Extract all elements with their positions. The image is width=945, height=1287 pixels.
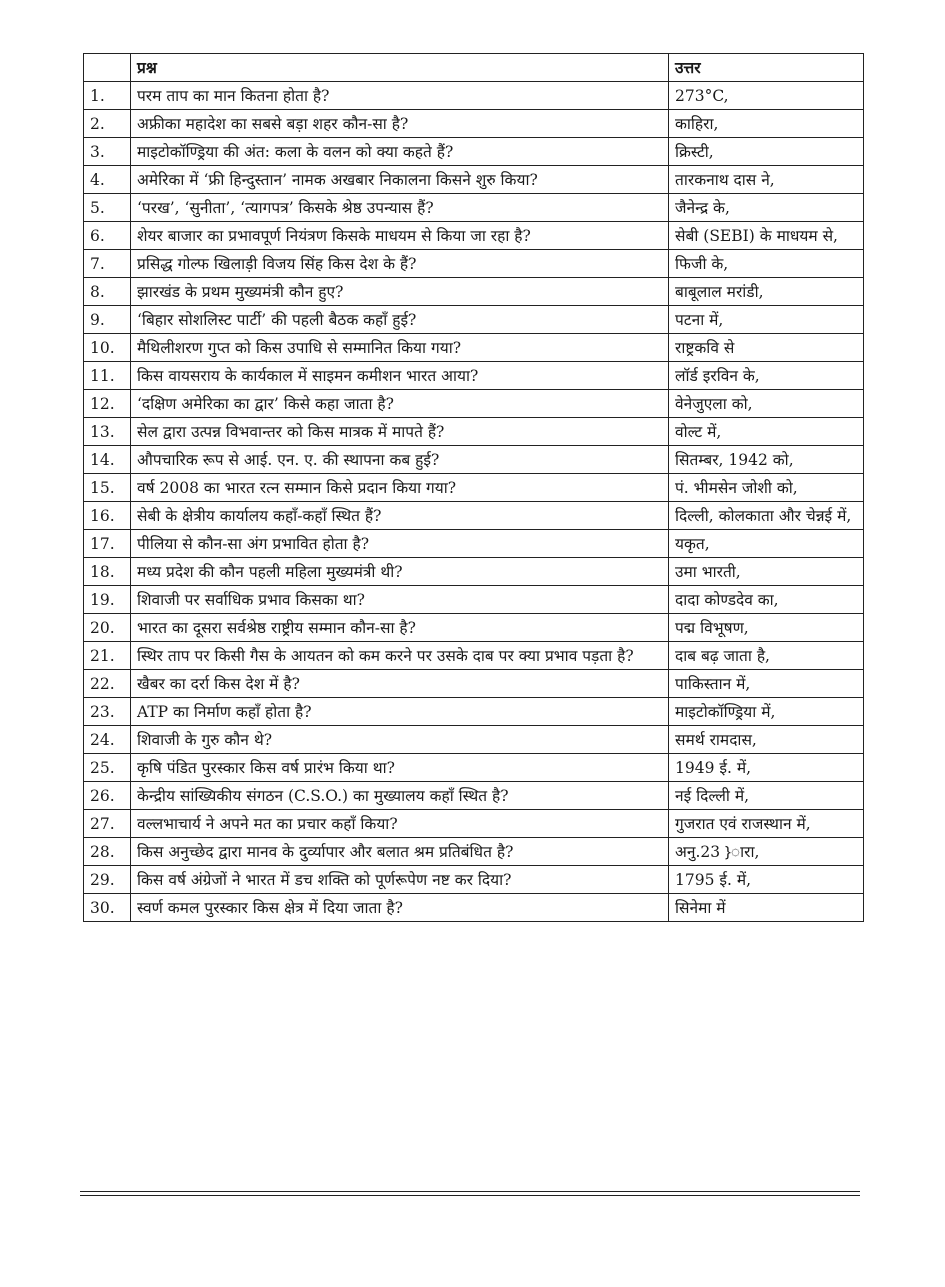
question-text: ATP का निर्माण कहाँ होता है? xyxy=(131,698,669,726)
table-row xyxy=(84,530,864,558)
qa-table xyxy=(83,53,864,922)
table-row xyxy=(84,586,864,614)
answer-text: तारकनाथ दास ने, xyxy=(669,166,864,194)
question-text: ‘बिहार सोशलिस्ट पार्टी’ की पहली बैठक कहाँ हुई? xyxy=(131,306,669,334)
table-row xyxy=(84,194,864,222)
answer-text: फिजी के, xyxy=(669,250,864,278)
question-number: 5. xyxy=(84,194,131,222)
table-row xyxy=(84,446,864,474)
question-number: 11. xyxy=(84,362,131,390)
question-text: केन्द्रीय सांख्यिकीय संगठन (C.S.O.) का मुख्यालय कहाँ स्थित है? xyxy=(131,782,669,810)
question-number: 24. xyxy=(84,726,131,754)
answer-text: दिल्ली, कोलकाता और चेन्नई में, xyxy=(669,502,864,530)
table-row xyxy=(84,754,864,782)
table-row xyxy=(84,82,864,110)
table-row xyxy=(84,166,864,194)
question-number: 20. xyxy=(84,614,131,642)
question-text: कृषि पंडित पुरस्कार किस वर्ष प्रारंभ किया था? xyxy=(131,754,669,782)
question-text: माइटोकॉण्ड्रिया की अंत: कला के वलन को क्या कहते हैं? xyxy=(131,138,669,166)
answer-text: गुजरात एवं राजस्थान में, xyxy=(669,810,864,838)
question-number: 7. xyxy=(84,250,131,278)
question-number: 8. xyxy=(84,278,131,306)
question-number: 6. xyxy=(84,222,131,250)
answer-text: पद्म विभूषण, xyxy=(669,614,864,642)
table-row xyxy=(84,670,864,698)
question-text: सेबी के क्षेत्रीय कार्यालय कहाँ-कहाँ स्थित हैं? xyxy=(131,502,669,530)
table-row xyxy=(84,418,864,446)
answer-text: यकृत, xyxy=(669,530,864,558)
question-number: 27. xyxy=(84,810,131,838)
question-number: 1. xyxy=(84,82,131,110)
table-row xyxy=(84,138,864,166)
answer-text: बाबूलाल मरांडी, xyxy=(669,278,864,306)
question-text: ‘दक्षिण अमेरिका का द्वार’ किसे कहा जाता है? xyxy=(131,390,669,418)
question-number: 22. xyxy=(84,670,131,698)
answer-text: सितम्बर, 1942 को, xyxy=(669,446,864,474)
question-number: 23. xyxy=(84,698,131,726)
answer-text: दादा कोण्डदेव का, xyxy=(669,586,864,614)
table-row xyxy=(84,558,864,586)
answer-text: पटना में, xyxy=(669,306,864,334)
table-row xyxy=(84,894,864,922)
answer-text: राष्ट्रकवि से xyxy=(669,334,864,362)
footer-rule-bottom xyxy=(80,1195,860,1196)
question-text: वर्ष 2008 का भारत रत्न सम्मान किसे प्रदान किया गया? xyxy=(131,474,669,502)
question-text: प्रसिद्ध गोल्फ खिलाड़ी विजय सिंह किस देश के हैं? xyxy=(131,250,669,278)
question-text: शिवाजी पर सर्वाधिक प्रभाव किसका था? xyxy=(131,586,669,614)
question-text: किस अनुच्छेद द्वारा मानव के दुर्व्यापार और बलात श्रम प्रतिबंधित है? xyxy=(131,838,669,866)
table-row xyxy=(84,474,864,502)
answer-text: उमा भारती, xyxy=(669,558,864,586)
question-text: परम ताप का मान कितना होता है? xyxy=(131,82,669,110)
answer-text: काहिरा, xyxy=(669,110,864,138)
question-number: 29. xyxy=(84,866,131,894)
question-number: 12. xyxy=(84,390,131,418)
question-text: अमेरिका में ‘फ्री हिन्दुस्तान’ नामक अखबार निकालना किसने शुरु किया? xyxy=(131,166,669,194)
question-text: स्थिर ताप पर किसी गैस के आयतन को कम करने पर उसके दाब पर क्या प्रभाव पड़ता है? xyxy=(131,642,669,670)
question-text: वल्लभाचार्य ने अपने मत का प्रचार कहाँ किया? xyxy=(131,810,669,838)
question-number: 2. xyxy=(84,110,131,138)
column-header-number xyxy=(84,54,131,82)
answer-text: नई दिल्ली में, xyxy=(669,782,864,810)
question-number: 16. xyxy=(84,502,131,530)
question-number: 21. xyxy=(84,642,131,670)
answer-text: लॉर्ड इरविन के, xyxy=(669,362,864,390)
table-row xyxy=(84,810,864,838)
answer-text: 273°C, xyxy=(669,82,864,110)
answer-text: पाकिस्तान में, xyxy=(669,670,864,698)
question-text: भारत का दूसरा सर्वश्रेष्ठ राष्ट्रीय सम्मान कौन-सा है? xyxy=(131,614,669,642)
question-number: 28. xyxy=(84,838,131,866)
question-text: खैबर का दर्रा किस देश में है? xyxy=(131,670,669,698)
table-row xyxy=(84,614,864,642)
table-row xyxy=(84,278,864,306)
question-number: 25. xyxy=(84,754,131,782)
answer-text: वेनेजुएला को, xyxy=(669,390,864,418)
table-row xyxy=(84,222,864,250)
question-number: 10. xyxy=(84,334,131,362)
qa-table-body xyxy=(84,82,864,922)
question-text: मैथिलीशरण गुप्त को किस उपाधि से सम्मानित किया गया? xyxy=(131,334,669,362)
question-text: अफ्रीका महादेश का सबसे बड़ा शहर कौन-सा है? xyxy=(131,110,669,138)
answer-text: अनु.23 }ारा, xyxy=(669,838,864,866)
table-row xyxy=(84,306,864,334)
table-row xyxy=(84,334,864,362)
question-text: औपचारिक रूप से आई. एन. ए. की स्थापना कब हुई? xyxy=(131,446,669,474)
answer-text: पं. भीमसेन जोशी को, xyxy=(669,474,864,502)
answer-text: सिनेमा में xyxy=(669,894,864,922)
question-text: स्वर्ण कमल पुरस्कार किस क्षेत्र में दिया जाता है? xyxy=(131,894,669,922)
question-number: 19. xyxy=(84,586,131,614)
question-number: 3. xyxy=(84,138,131,166)
table-row xyxy=(84,110,864,138)
table-row xyxy=(84,362,864,390)
question-number: 13. xyxy=(84,418,131,446)
question-text: ‘परख’, ‘सुनीता’, ‘त्यागपत्र’ किसके श्रेष्ठ उपन्यास हैं? xyxy=(131,194,669,222)
table-row xyxy=(84,782,864,810)
question-text: किस वर्ष अंग्रेजों ने भारत में डच शक्ति को पूर्णरूपेण नष्ट कर दिया? xyxy=(131,866,669,894)
column-header-question: प्रश्न xyxy=(131,54,669,82)
question-number: 14. xyxy=(84,446,131,474)
question-number: 15. xyxy=(84,474,131,502)
table-row xyxy=(84,390,864,418)
question-text: मध्य प्रदेश की कौन पहली महिला मुख्यमंत्री थी? xyxy=(131,558,669,586)
question-number: 17. xyxy=(84,530,131,558)
answer-text: सेबी (SEBI) के माधयम से, xyxy=(669,222,864,250)
answer-text: वोल्ट में, xyxy=(669,418,864,446)
question-number: 4. xyxy=(84,166,131,194)
question-number: 9. xyxy=(84,306,131,334)
table-row xyxy=(84,502,864,530)
question-text: किस वायसराय के कार्यकाल में साइमन कमीशन भारत आया? xyxy=(131,362,669,390)
column-header-answer: उत्तर xyxy=(669,54,864,82)
table-row xyxy=(84,866,864,894)
table-row xyxy=(84,698,864,726)
answer-text: 1795 ई. में, xyxy=(669,866,864,894)
question-text: पीलिया से कौन-सा अंग प्रभावित होता है? xyxy=(131,530,669,558)
question-number: 26. xyxy=(84,782,131,810)
question-text: शिवाजी के गुरु कौन थे? xyxy=(131,726,669,754)
footer-rule-top xyxy=(80,1191,860,1192)
question-number: 18. xyxy=(84,558,131,586)
table-header-row xyxy=(84,54,864,82)
question-text: शेयर बाजार का प्रभावपूर्ण नियंत्रण किसके माधयम से किया जा रहा है? xyxy=(131,222,669,250)
question-text: झारखंड के प्रथम मुख्यमंत्री कौन हुए? xyxy=(131,278,669,306)
table-row xyxy=(84,642,864,670)
answer-text: क्रिस्टी, xyxy=(669,138,864,166)
answer-text: दाब बढ़ जाता है, xyxy=(669,642,864,670)
answer-text: जैनेन्द्र के, xyxy=(669,194,864,222)
table-row xyxy=(84,838,864,866)
answer-text: 1949 ई. में, xyxy=(669,754,864,782)
question-text: सेल द्वारा उत्पन्न विभवान्तर को किस मात्रक में मापते हैं? xyxy=(131,418,669,446)
question-number: 30. xyxy=(84,894,131,922)
table-row xyxy=(84,726,864,754)
answer-text: समर्थ रामदास, xyxy=(669,726,864,754)
table-row xyxy=(84,250,864,278)
answer-text: माइटोकॉण्ड्रिया में, xyxy=(669,698,864,726)
